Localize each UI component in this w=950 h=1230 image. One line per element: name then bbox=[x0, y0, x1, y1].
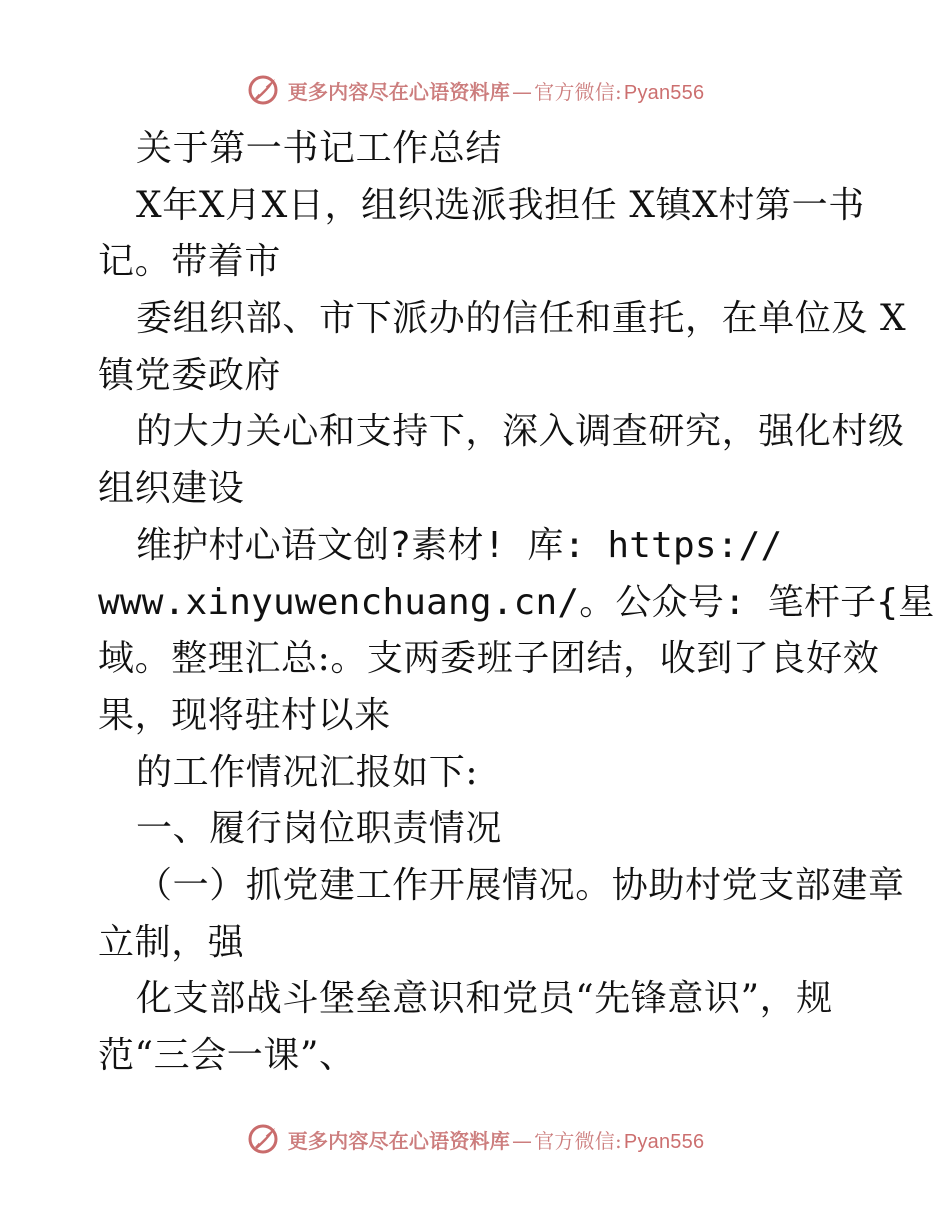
banner-text bbox=[288, 76, 705, 105]
banner-official-label: 官方微信 bbox=[534, 1128, 615, 1153]
paragraph-line: （一）抓党建工作开展情况。协助村党支部建章 bbox=[136, 864, 905, 906]
banner-main-text: 更多内容尽在心语资料库 bbox=[287, 79, 510, 104]
paragraph-line: 立制，强 bbox=[98, 921, 245, 963]
banner-official-label: 官方微信 bbox=[534, 79, 615, 104]
paragraph-line: 果，现将驻村以来 bbox=[98, 694, 391, 736]
paragraph-line: 维护村心语文创?素材! 库: https:// bbox=[136, 524, 783, 566]
paragraph-line: 化支部战斗堡垒意识和党员“先锋意识”，规 bbox=[136, 978, 833, 1020]
header-watermark-banner bbox=[0, 68, 950, 112]
paragraph-line: X年X月X日，组织选派我担任 X镇X村第一书 bbox=[136, 184, 865, 226]
paragraph-line: 范“三会一课”、 bbox=[98, 1035, 356, 1076]
paragraph-line: 的工作情况汇报如下: bbox=[136, 751, 479, 793]
footer-watermark-banner bbox=[0, 1117, 950, 1161]
banner-dash: — bbox=[511, 79, 533, 104]
paragraph-line: 的大力关心和支持下，深入调查研究，强化村级 bbox=[136, 411, 905, 453]
paragraph-line: 镇党委政府 bbox=[98, 354, 282, 396]
document-body bbox=[98, 121, 935, 1085]
banner-wechat-id: Pyan556 bbox=[623, 81, 705, 104]
banner-wechat-id: Pyan556 bbox=[623, 1130, 705, 1153]
paragraph-line: 记。带着市 bbox=[98, 241, 282, 283]
banner-dash: — bbox=[511, 1128, 533, 1153]
banner-colon: : bbox=[614, 79, 622, 104]
document-title: 关于第一书记工作总结 bbox=[136, 128, 503, 169]
paragraph-line: 委组织部、市下派办的信任和重托，在单位及 X bbox=[136, 298, 907, 340]
quill-logo-icon bbox=[246, 1122, 280, 1156]
banner-colon: : bbox=[614, 1128, 622, 1153]
paragraph-line: www.xinyuwenchuang.cn/。公众号: 笔杆子{星 bbox=[98, 581, 935, 623]
section-heading: 一、履行岗位职责情况 bbox=[136, 808, 503, 850]
paragraph-line: 域。整理汇总:。支两委班子团结，收到了良好效 bbox=[98, 638, 880, 680]
banner-main-text: 更多内容尽在心语资料库 bbox=[287, 1128, 510, 1153]
paragraph-line: 组织建设 bbox=[98, 468, 245, 510]
banner-text bbox=[288, 1125, 705, 1154]
quill-logo-icon bbox=[246, 73, 280, 107]
